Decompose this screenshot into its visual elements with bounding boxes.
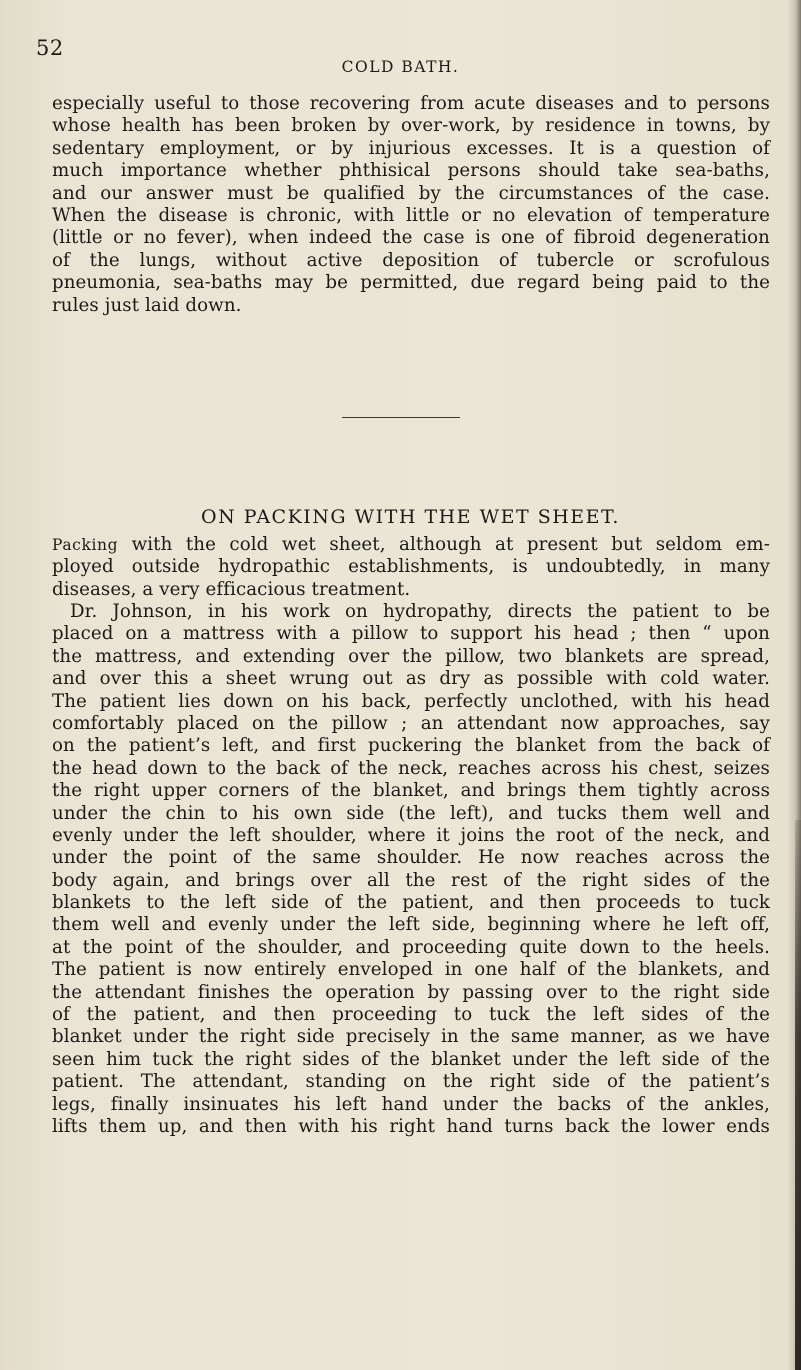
page-number: 52: [36, 36, 64, 60]
text-line: Dr. Johnson, in his work on hydropathy, directs the patient to be: [70, 601, 770, 622]
text-span: with the cold wet sheet, although at present but seldom em-: [118, 534, 770, 555]
text-line: The patient lies down on his back, perfectly unclothed, with his head: [52, 690, 770, 712]
text-line: blankets to the left side of the patient, and then proceeds to tuck: [52, 892, 770, 914]
text-line: and over this a sheet wrung out as dry as possible with cold water.: [52, 668, 770, 690]
text-line: sedentary employment, or by injurious excesses. It is a question of: [52, 137, 770, 159]
text-line: rules just laid down.: [52, 294, 242, 316]
text-line: blanket under the right side precisely in the same manner, as we have: [52, 1026, 770, 1048]
paragraph-johnson: [52, 601, 770, 1138]
text-line: lifts them up, and then with his right hand turns back the lower ends: [52, 1115, 770, 1137]
text-line: of the lungs, without active deposition of tubercle or scrofulous: [52, 249, 770, 271]
text-line: the head down to the back of the neck, reaches across his chest, seizes: [52, 757, 770, 779]
paragraph-packing: [52, 534, 770, 601]
text-line: the mattress, and extending over the pillow, two blankets are spread,: [52, 645, 770, 667]
text-line: The patient is now entirely enveloped in one half of the blankets, and: [52, 959, 770, 981]
text-line: the right upper corners of the blanket, and brings them tightly across: [52, 780, 770, 802]
text-line: under the point of the same shoulder. He now reaches across the: [52, 847, 770, 869]
text-line: pneumonia, sea-baths may be permitted, due regard being paid to the: [52, 272, 770, 294]
text-line: on the patient’s left, and first puckering the blanket from the back of: [52, 735, 770, 757]
text-line: body again, and brings over all the rest of the right sides of the: [52, 869, 770, 891]
paragraph-continued: [52, 93, 770, 317]
text-line: seen him tuck the right sides of the blanket under the left side of the: [52, 1048, 770, 1070]
text-line: the attendant finishes the operation by passing over to the right side: [52, 981, 770, 1003]
text-line: much importance whether phthisical persons should take sea-baths,: [52, 160, 770, 182]
text-line: and our answer must be qualified by the circumstances of the case.: [52, 182, 770, 204]
text-line: placed on a mattress with a pillow to support his head ; then “ upon: [52, 623, 770, 645]
text-line: especially useful to those recovering from acute diseases and to persons: [52, 93, 770, 114]
text-line: at the point of the shoulder, and proceeding quite down to the heels.: [52, 936, 770, 958]
section-divider: [342, 417, 460, 418]
text-line: whose health has been broken by over-work, by residence in towns, by: [52, 115, 770, 137]
running-head: COLD BATH.: [341, 58, 460, 76]
text-line: of the patient, and then proceeding to tuck the left sides of the: [52, 1004, 770, 1026]
text-line: [52, 534, 770, 556]
text-line: When the disease is chronic, with little or no elevation of temperature: [52, 204, 770, 226]
page-edge-binding: [795, 820, 801, 1370]
text-line: diseases, a very efficacious treatment.: [52, 578, 411, 600]
lead-word: Packing: [52, 536, 119, 554]
text-line: evenly under the left shoulder, where it joins the root of the neck, and: [52, 824, 770, 846]
text-line: under the chin to his own side (the left), and tucks them well and: [52, 802, 770, 824]
text-line: legs, finally insinuates his left hand under the backs of the ankles,: [52, 1093, 770, 1115]
text-line: (little or no fever), when indeed the case is one of fibroid degeneration: [52, 227, 770, 249]
text-line: patient. The attendant, standing on the right side of the patient’s: [52, 1071, 770, 1093]
text-line: them well and evenly under the left side, beginning where he left off,: [52, 914, 770, 936]
text-line: ployed outside hydropathic establishments, is undoubtedly, in many: [52, 556, 770, 578]
text-line: comfortably placed on the pillow ; an attendant now approaches, say: [52, 712, 770, 734]
section-heading: ON PACKING WITH THE WET SHEET.: [201, 506, 620, 528]
